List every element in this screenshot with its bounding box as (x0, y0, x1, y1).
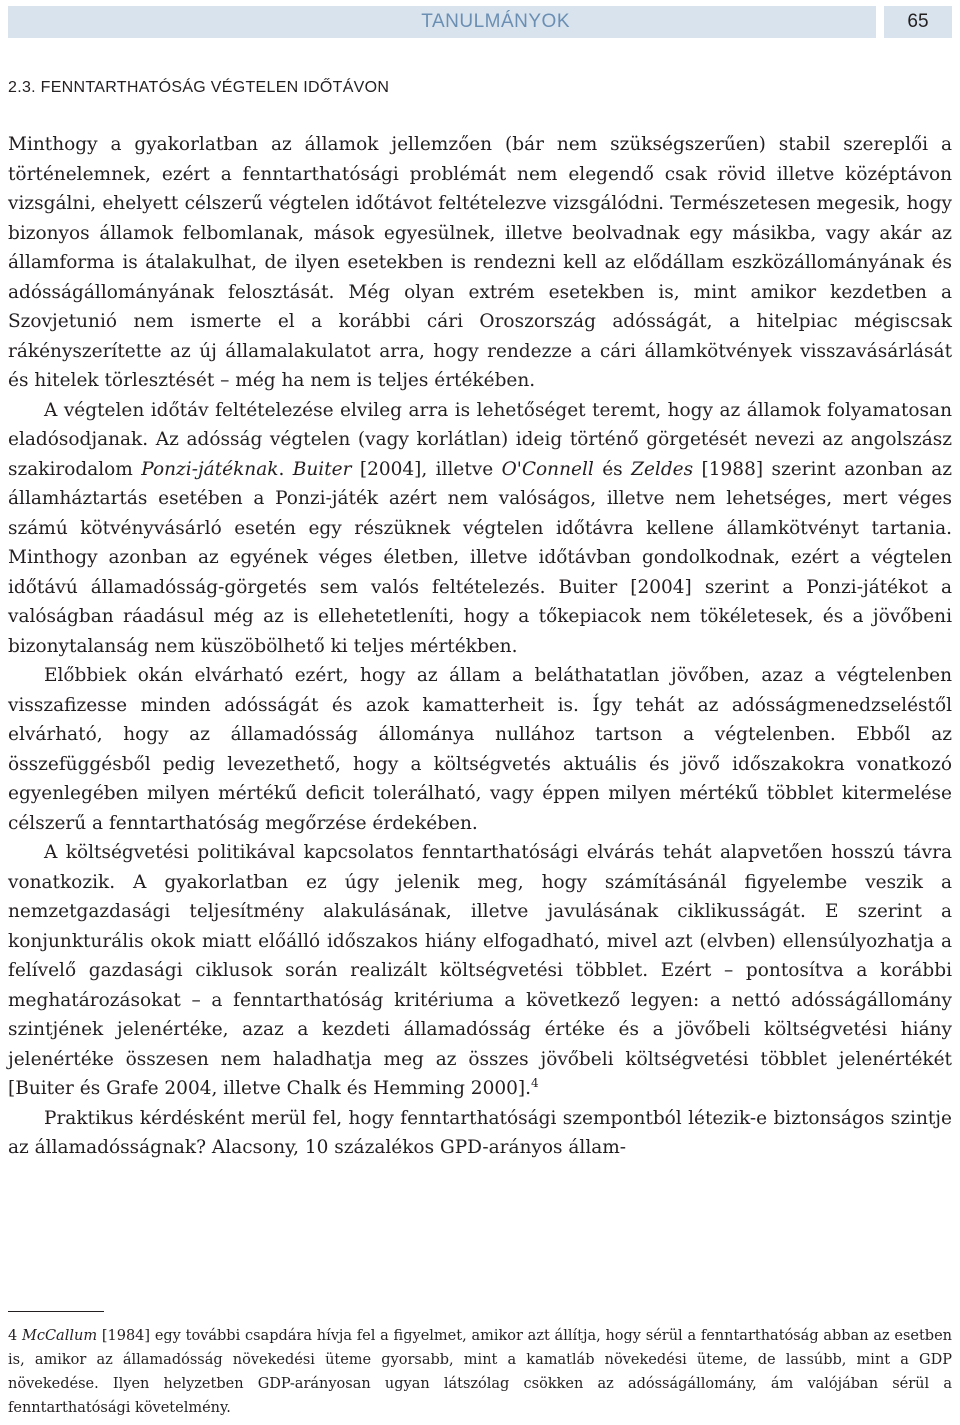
footnote-number: 4 (8, 1328, 18, 1344)
footnote-author: McCallum (22, 1328, 98, 1344)
paragraph-5 (8, 1104, 952, 1163)
paragraph-5-text: Praktikus kérdésként merül fel, hogy fenntarthatósági szempontból létezik-e biztonságos szintje az államadósságnak? Alacsony, 10 százalékos GPD-arányos állam- (8, 1107, 952, 1158)
body-text (8, 130, 952, 1163)
footnote-marker[interactable]: 4 (531, 1075, 539, 1090)
page-number: 65 (907, 11, 929, 32)
paragraph-2-text-c: . (278, 458, 293, 480)
running-header (8, 6, 952, 38)
footnote-divider (8, 1311, 104, 1312)
paragraph-4-text: A költségvetési politikával kapcsolatos fenntarthatósági elvárás tehát alapvetően hosszú távra vonatkozik. A gyakorlatban ez úgy jelenik meg, hogy számításánál figyelembe veszik a nemzetgazdasági teljesítmény alakulásának, illetve javulásának ciklikusságát. E szerint a konjunkturális okok miatt előálló időszakos hiány elfogadható, mivel azt (elvben) ellensúlyozhatja a felívelő gazdasági ciklusok során realizált költségvetési többlet. Ezért – pontosítva a korábbi meghatározásokat – a fenntarthatóság kritériuma a következő legyen: a nettó adósságállomány szintjének jelenértéke, azaz a kezdeti államadósság értéke és a jövőbeli költségvetési hiány jelenértéke összesen nem haladhatja meg az összes jövőbeli költségvetési többlet jelenértékét [Buiter és Grafe 2004, illetve Chalk és Hemming 2000]. (8, 842, 952, 1099)
section-title-band (8, 6, 876, 38)
paragraph-2-text-g: és (593, 458, 632, 480)
author-zeldes: Zeldes (631, 458, 694, 480)
footnote-text: [1984] egy további csapdára hívja fel a figyelmet, amikor azt állítja, hogy sérül a fenntarthatóság abban az esetben is, amikor az államadósság növekedési üteme gyorsabb, mint a kamatláb növekedési üteme, de lassúbb, mint a GDP növekedése. Ilyen helyzetben GDP-arányosan ugyan látszólag csökken az adósságállomány, ám valójában sérül a fenntarthatósági követelmény. (8, 1328, 953, 1416)
paragraph-1 (8, 130, 952, 396)
section-heading: 2.3. FENNTARTHATÓSÁG VÉGTELEN IDŐTÁVON (8, 79, 390, 96)
paragraph-3 (8, 661, 952, 838)
paragraph-2-text-e: [2004], illetve (351, 458, 502, 480)
paragraph-2-text-i: [1988] szerint azonban az államháztartás esetében a Ponzi-játék azért nem valóságos, illetve nem lehetséges, mert véges számú kötvényvásárló esetén egy részüknek végtelen időtávra kellene államkötvényt tartania. Minthogy azonban az egyének véges életben, illetve időtávban gondolkodnak, ezért a végtelen időtávú államadósság-görgetés sem valós feltételezés. Buiter [2004] szerint a Ponzi-játékot a valóságban ráadásul még az is ellehetetleníti, hogy a tőkepiacok nem tökéletesek, és a jövőbeni bizonytalanság nem küszöbölhető ki teljes mértékben. (8, 458, 953, 657)
paragraph-2-text-a: A végtelen időtáv feltételezése elvileg arra is lehetőséget teremt, hogy az államok folyamatosan eladósodjanak. Az adósság végtelen (vagy korlátlan) ideig történő görgetését nevezi az angolszász szakirodalom (8, 399, 952, 480)
page-number-box (884, 6, 952, 38)
paragraph-2 (8, 396, 952, 662)
term-ponzi: Ponzi-játéknak (141, 458, 279, 480)
paragraph-3-text: Előbbiek okán elvárható ezért, hogy az állam a beláthatatlan jövőben, azaz a végtelenben visszafizesse minden adósságát és azok kamatterheit is. Így tehát az adósságmenedzseléstől elvárható, hogy az államadósság állománya nullához tartson a végtelenben. Ebből az összefüggésből pedig levezethető, hogy a költségvetés aktuális és jövő időszakokra vonatkozó egyenlegében milyen mértékű deficit tolerálható, vagy éppen milyen mértékű többlet kitermelése célszerű a fenntarthatóság megőrzése érdekében. (8, 665, 952, 834)
paragraph-4 (8, 838, 952, 1104)
author-buiter: Buiter (292, 458, 352, 480)
author-oconnell: O'Connell (501, 458, 594, 480)
section-title: TANULMÁNYOK (421, 11, 570, 32)
footnote (8, 1324, 952, 1420)
paragraph-1-text: Minthogy a gyakorlatban az államok jellemzően (bár nem szükségszerűen) stabil szereplői a történelemnek, ezért a fenntarthatósági problémát nem elegendő csak rövid illetve középtávon vizsgálni, ehelyett célszerű végtelen időtávot feltételezve vizsgálódni. Természetesen megesik, hogy bizonyos államok felbomlanak, mások egyesülnek, illetve beolvadnak egy másikba, vagy akár az államforma is átalakulhat, de ilyen esetekben is rendezni kell az elődállam eszközállományának és adósságállományának felosztását. Még olyan extrém esetekben is, mint amikor kezdetben a Szovjetunió nem ismerte el a korábbi cári Oroszország adósságát, a hitelpiac mégiscsak rákényszerítette az új államalakulatot arra, hogy rendezze a cári államkötvények visszavásárlását és hitelek törlesztését – még ha nem is teljes értékében. (8, 134, 952, 391)
